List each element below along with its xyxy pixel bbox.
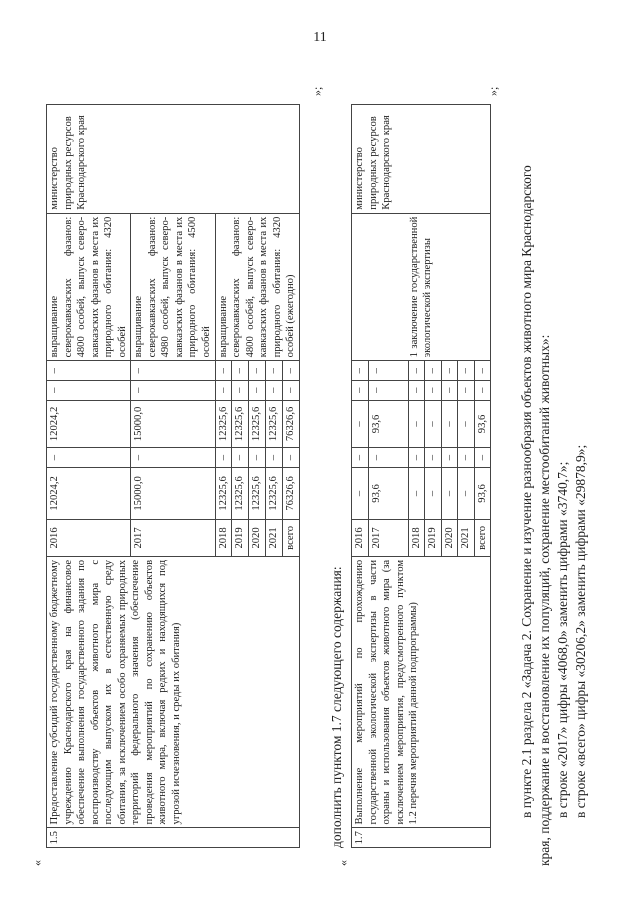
item-description: Выполнение мероприятий по прохождению государственной экологической экспертизы в части охраны и использования объектов животного мира (за исключением мероприятия, предусмотренного пунктом 1.2 перечня мероприятий данной подпрограммы) xyxy=(352,556,491,828)
funding-cell: – xyxy=(249,448,266,468)
funding-cell: – xyxy=(131,380,215,400)
funding-cell: – xyxy=(425,448,442,468)
total-cell: 12325,6 xyxy=(215,467,232,519)
amendment-paragraph-line1: в пункте 2.1 раздела 2 «Задача 2. Сохранение и изучение разнообразия объектов животного мира Краснодарского xyxy=(519,165,534,818)
funding-cell: 12325,6 xyxy=(232,400,249,448)
item-description: Предоставление субсидий государственному бюджетному учреждению Краснодарского края на финансовое обеспечение выполнения государственного задания по воспроизводству объектов животного мира с последующим выпуском их в естественную среду обитания, за исключением особо охраняемых природных территорий федерального значения (обеспечение проведения мероприятий по сохранению объектов животного мира, включая редких и находящихся под угрозой исчезновения, и среды их обитания) xyxy=(47,556,300,828)
funding-cell: – xyxy=(408,361,425,381)
funding-cell: – xyxy=(425,361,442,381)
close-quote-mark-2: »; xyxy=(486,86,500,96)
funding-cell: – xyxy=(458,400,475,448)
funding-cell: – xyxy=(131,361,215,381)
funding-cell: – xyxy=(368,361,408,381)
funding-cell: – xyxy=(249,361,266,381)
year-cell: 2018 xyxy=(408,519,425,556)
responsible-cell: министерство природных ресурсов Краснодарского края xyxy=(47,105,300,214)
open-quote-mark-2: « xyxy=(336,860,350,866)
measures-table-1-5 xyxy=(46,104,300,848)
funding-cell: – xyxy=(408,400,425,448)
funding-cell: – xyxy=(215,380,232,400)
funding-cell: – xyxy=(266,361,283,381)
rotated-page-content xyxy=(30,66,591,866)
funding-cell: – xyxy=(352,361,369,381)
funding-cell: – xyxy=(352,400,369,448)
result-cell: выращивание северокавказских фазанов: 4980 особей, выпуск северо-кавказских фазанов в места их природного обитания: 4500 особей xyxy=(131,213,215,361)
funding-cell: 12325,6 xyxy=(215,400,232,448)
funding-cell: – xyxy=(232,380,249,400)
year-cell: 2016 xyxy=(47,519,131,556)
funding-cell: – xyxy=(458,380,475,400)
responsible-cell: министерство природных ресурсов Краснодарского края xyxy=(352,105,491,214)
total-cell: – xyxy=(408,467,425,519)
total-cell: 12024,2 xyxy=(47,467,131,519)
funding-cell: – xyxy=(215,361,232,381)
year-cell: 2020 xyxy=(249,519,266,556)
total-cell: – xyxy=(352,467,369,519)
funding-cell: – xyxy=(215,448,232,468)
intro-line: дополнить пунктом 1.7 следующего содержания: xyxy=(329,566,344,848)
funding-cell: – xyxy=(47,361,131,381)
funding-cell: – xyxy=(474,361,491,381)
funding-cell: – xyxy=(441,400,458,448)
funding-cell: – xyxy=(368,448,408,468)
funding-cell: – xyxy=(458,361,475,381)
funding-cell: – xyxy=(408,380,425,400)
funding-cell: – xyxy=(47,448,131,468)
page-number: 11 xyxy=(313,30,327,45)
funding-cell: – xyxy=(352,380,369,400)
close-quote-mark: »; xyxy=(310,86,324,96)
funding-cell: 76326,6 xyxy=(282,400,299,448)
funding-cell: 12024,2 xyxy=(47,400,131,448)
year-cell: 2019 xyxy=(232,519,249,556)
result-cell: 1 заключение государственной экологической экспертизы xyxy=(352,213,491,361)
total-cell: 12325,6 xyxy=(266,467,283,519)
measures-table-1-7 xyxy=(351,104,491,848)
funding-cell: 93,6 xyxy=(368,400,408,448)
total-cell: – xyxy=(458,467,475,519)
funding-cell: – xyxy=(282,448,299,468)
amendment-paragraph-line2: края, поддержание и восстановление их популяций, сохранение местообитаний животных»: xyxy=(537,334,552,866)
funding-cell: – xyxy=(282,380,299,400)
total-cell: 76326,6 xyxy=(282,467,299,519)
funding-cell: – xyxy=(425,380,442,400)
funding-cell: – xyxy=(249,380,266,400)
funding-cell: – xyxy=(474,448,491,468)
item-number: 1.5 xyxy=(47,828,300,848)
year-cell: 2021 xyxy=(458,519,475,556)
result-cell: выращивание северокавказских фазанов: 4800 особей, выпуск северо-кавказских фазанов в места их природного обитания: 4320 особей (ежегодно) xyxy=(215,213,299,361)
total-cell: 93,6 xyxy=(474,467,491,519)
item-number: 1.7 xyxy=(352,828,491,848)
funding-cell: – xyxy=(131,448,215,468)
total-cell: 15000,0 xyxy=(131,467,215,519)
funding-cell: – xyxy=(232,361,249,381)
funding-cell: – xyxy=(408,448,425,468)
total-cell: 93,6 xyxy=(368,467,408,519)
year-cell: 2016 xyxy=(352,519,369,556)
funding-cell: – xyxy=(368,380,408,400)
total-cell: – xyxy=(441,467,458,519)
funding-cell: – xyxy=(441,448,458,468)
funding-cell: 15000,0 xyxy=(131,400,215,448)
year-cell: всего xyxy=(282,519,299,556)
amendment-paragraph-2017: в строке «2017» цифры «4068,0» заменить цифрами «3740,7»; xyxy=(555,461,570,818)
year-cell: 2021 xyxy=(266,519,283,556)
funding-cell: – xyxy=(474,380,491,400)
year-cell: 2017 xyxy=(131,519,215,556)
year-cell: 2020 xyxy=(441,519,458,556)
funding-cell: – xyxy=(282,361,299,381)
total-cell: 12325,6 xyxy=(232,467,249,519)
total-cell: 12325,6 xyxy=(249,467,266,519)
total-cell: – xyxy=(425,467,442,519)
funding-cell: – xyxy=(266,380,283,400)
year-cell: 2019 xyxy=(425,519,442,556)
funding-cell: 93,6 xyxy=(474,400,491,448)
funding-cell: – xyxy=(266,448,283,468)
funding-cell: – xyxy=(352,448,369,468)
funding-cell: 12325,6 xyxy=(266,400,283,448)
funding-cell: – xyxy=(441,380,458,400)
funding-cell: – xyxy=(232,448,249,468)
year-cell: всего xyxy=(474,519,491,556)
funding-cell: – xyxy=(458,448,475,468)
funding-cell: – xyxy=(47,380,131,400)
funding-cell: – xyxy=(441,361,458,381)
amendment-paragraph-total: в строке «всего» цифры «30206,2» заменить цифрами «29878,9»; xyxy=(573,444,588,818)
open-quote-mark: « xyxy=(30,860,44,866)
funding-cell: 12325,6 xyxy=(249,400,266,448)
year-cell: 2017 xyxy=(368,519,408,556)
funding-cell: – xyxy=(425,400,442,448)
year-cell: 2018 xyxy=(215,519,232,556)
result-cell: выращивание северокавказских фазанов: 4800 особей, выпуск северо-кавказских фазанов в места их природного обитания: 4320 особей xyxy=(47,213,131,361)
